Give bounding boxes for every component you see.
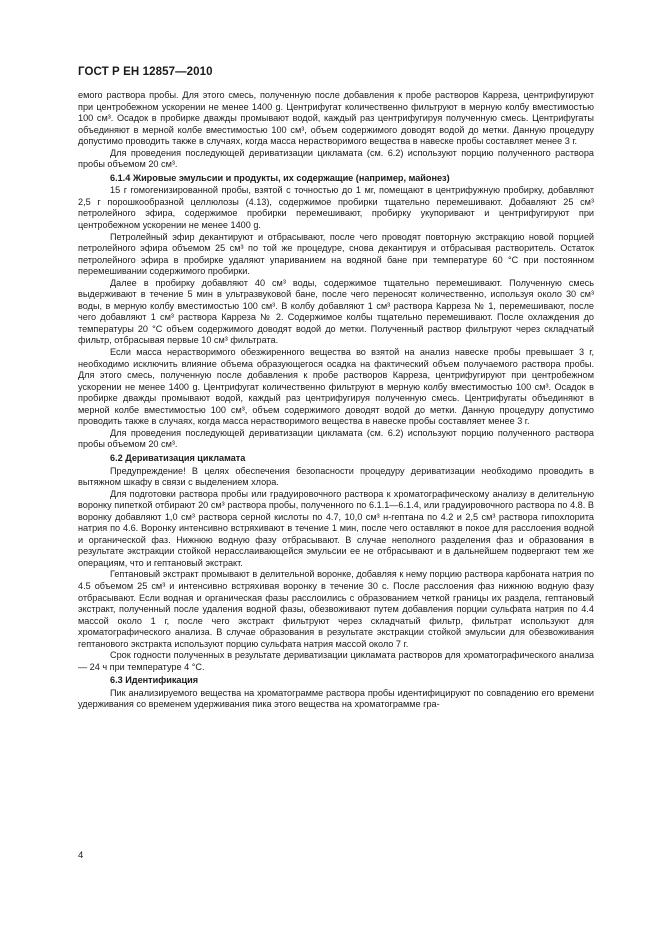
paragraph-continuation: емого раствора пробы. Для этого смесь, полученную после добавления к пробе растворов Карреза, центрифугируют при центробежном ускорении не менее 1400 g. Центрифугат количественно фильтруют в мерную колбу вместимостью 100 см³. Осадок в пробирке дважды промывают водой, каждый раз центрифугируя полученную смесь. Центрифугаты объединяют в мерной колбе вместимостью 100 см³, объем содержимого доводят водой до метки. Данную процедуру допустимо проводить также в случаях, когда масса нерастворимого вещества в навеске пробы составляет менее 3 г. [78,90,594,147]
paragraph: Срок годности полученных в результате дериватизации цикламата растворов для хроматографического анализа — 24 ч при температуре 4 °С. [78,650,594,672]
paragraph: Для подготовки раствора пробы или градуировочного раствора к хроматографическому анализу в делительную воронку пипеткой отбирают 20 см³ раствора пробы, полученного по 6.1.1—6.1.4, или градуировочного раствора по 4.8. В воронку добавляют 1,0 см³ раствора серной кислоты по 4.7, 10,0 см³ н-гептана по 4.2 и 2,5 см³ раствора гипохлорита натрия по 4.6. Воронку интенсивно встряхивают в течение 1 мин, после чего оставляют в покое для расслоения водной и органической фаз. Нижнюю водную фазу отбрасывают. В случае неполного разделения фаз и образования в результате экстракции стойкой нерасслаивающейся эмульсии ее не отбрасывают и в дальнейшем подвергают тем же операциям, что и гептановый экстракт. [78,488,594,568]
standard-header: ГОСТ Р ЕН 12857—2010 [78,66,213,78]
warning-paragraph: Предупреждение! В целях обеспечения безопасности процедуру дериватизации необходимо проводить в вытяжном шкафу в связи с выделением хлора. [78,465,594,488]
section-heading-6-2: 6.2 Дериватизация цикламата [110,452,246,463]
paragraph: Пик анализируемого вещества на хроматограмме раствора пробы идентифицируют по совпадению его времени удерживания со временем удерживания пика этого вещества на хроматограмме гра- [78,687,594,710]
document-body [78,90,594,711]
paragraph: 15 г гомогенизированной пробы, взятой с точностью до 1 мг, помещают в центрифужную пробирку, добавляют 2,5 г порошкообразной целлюлозы (4.13), содержимое пробирки тщательно перемешивают. Добавляют 25 см³ петролейного эфира, содержимое пробирки перемешивают, пробирку укупоривают и центрифугируют при центробежном ускорении не менее 1400 g. [78,185,594,231]
section-heading-6-3: 6.3 Идентификация [110,675,199,686]
paragraph: Далее в пробирку добавляют 40 см³ воды, содержимое тщательно перемешивают. Полученную смесь выдерживают в течение 5 мин в ультразвуковой бане, после чего переносят количественно, используя около 30 см³ воды, в мерную колбу вместимостью 100 см³. В колбу добавляют 1 см³ раствора Карреза № 1, перемешивают, после чего добавляют 1 см³ раствора Карреза № 2. Содержимое колбы тщательно перемешивают. После охлаждения до температуры 20 °С объем содержимого доводят водой до метки. Полученный раствор фильтруют через складчатый фильтр, отбрасывая первые 10 см³ фильтрата. [78,277,594,346]
paragraph: Для проведения последующей дериватизации цикламата (см. 6.2) используют порцию полученного раствора пробы объемом 20 см³. [78,147,594,170]
section-heading-6-1-4: 6.1.4 Жировые эмульсии и продукты, их содержащие (например, майонез) [110,172,450,183]
paragraph: Петролейный эфир декантируют и отбрасывают, после чего проводят повторную экстракцию новой порцией петролейного эфира объемом 25 см³ по той же процедуре, снова декантируя и отбрасывая растворитель. Остаток петролейного эфира в пробирке удаляют упариванием на водяной бане при температуре 60 °С при постоянном перемешивании содержимого пробирки. [78,231,594,277]
page-number: 4 [78,850,84,861]
paragraph: Для проведения последующей дериватизации цикламата (см. 6.2) используют порцию полученного раствора пробы объемом 20 см³. [78,427,594,450]
paragraph: Если масса нерастворимого обезжиренного вещества во взятой на анализ навеске пробы превышает 3 г, необходимо исключить влияние объема образующегося осадка на фактический объем получаемого раствора пробы. Для этого смесь, полученную после добавления к пробе растворов Карреза, центрифугируют при центробежном ускорении не менее 1400 g. Центрифугат количественно фильтруют в мерную колбу вместимостью 100 см³. Осадок в пробирке дважды промывают водой, каждый раз центрифугируя полученную смесь. Центрифугаты объединяют в мерной колбе вместимостью 100 см³, объем содержимого доводят водой до метки. Данную процедуру допустимо проводить также в случаях, когда масса нерастворимого вещества в навеске пробы составляет менее 3 г. [78,347,594,427]
paragraph: Гептановый экстракт промывают в делительной воронке, добавляя к нему порцию раствора карбоната натрия по 4.5 объемом 25 см³ и интенсивно встряхивая воронку в течение 30 с. После расслоения фаз нижнюю водную фазу отбрасывают. Если водная и органическая фазы расслоились с образованием четкой границы их раздела, гептановый экстракт, полученный после удаления водной фазы, обезвоживают путем добавления порции сульфата натрия по 4.4 массой около 1 г, после чего экстракт фильтруют через складчатый фильтр, фильтрат используют для хроматографического анализа. В случае образования в результате экстракции стойкой эмульсии для обезвоживания гептанового экстракта используют порцию сульфата натрия массой около 7 г. [78,569,594,649]
